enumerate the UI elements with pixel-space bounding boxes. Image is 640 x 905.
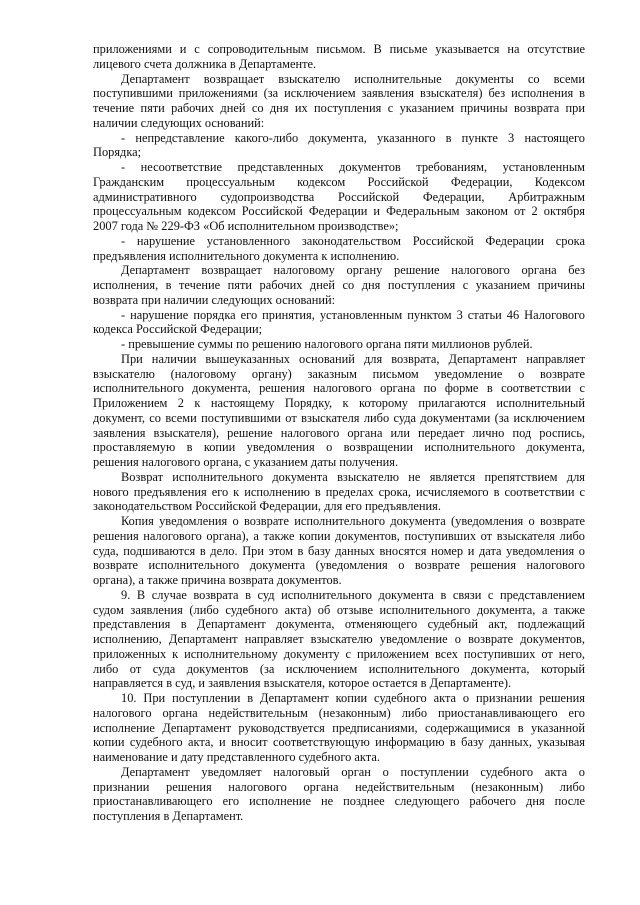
paragraph-line: исполнения, в течение пяти рабочих дней со дня поступления с указанием причины [93,278,585,292]
paragraph-line: - нарушение установленного законодательством Российской Федерации срока [121,233,585,248]
paragraph-line: поступившими приложениями (за исключением заявления взыскателя) без исполнения в [93,86,585,101]
paragraph-line: приложениями и с сопроводительным письмом. В письме указывается на отсутствие [93,42,585,56]
paragraph-line: взыскателю (налоговому органу) заказным письмом уведомление о возврате [93,366,585,381]
paragraph-line: возврате исполнительного документа (уведомления о возврате решения налогового [93,558,585,573]
paragraph-line: - несоответствие представленных документов требованиям, установленным [121,160,585,174]
paragraph-line: решения налогового органа, с указанием даты получения. [93,455,399,469]
paragraph-line: лицевого счета должника в Департаменте. [93,56,317,71]
paragraph [93,308,585,338]
paragraph-line: исполнение Департамент руководствуется предписаниями, содержащимися в указанной [93,720,585,735]
document-body [93,42,585,824]
paragraph-line: Департамент уведомляет налоговый орган о поступлении судебного акта о [121,764,585,779]
paragraph-line: процессуальным кодексом Российской Федерации и Федеральным законом от 2 октября [93,204,585,219]
paragraph-line: направляется в суд, и заявления взыскателя, которое остается в Департаменте). [93,676,512,691]
paragraph-line: Департамент возвращает налоговому органу решение налогового органа без [121,263,585,278]
paragraph [93,588,585,691]
paragraph-line: возврата при наличии следующих оснований: [93,292,336,307]
paragraph-line: поступления в Департамент. [93,809,244,823]
paragraph-line: административного судопроизводства Российской Федерации, Арбитражным [93,189,585,204]
paragraph-line: приложенных к исполнительному документу с приложением всех поступивших от него, [93,646,585,661]
paragraph [93,131,585,161]
paragraph-line: предъявления исполнительного документа к исполнению. [93,248,400,263]
paragraph [93,765,585,824]
paragraph [93,234,585,264]
paragraph [93,514,585,588]
paragraph-line: либо от суда документов (за исключением исполнительного документа, который [93,661,585,676]
paragraph-line: исполнительного документа, решения налогового органа по форме в соответствии с [93,381,585,396]
paragraph-line: документ, со всеми поступившими от взыскателя либо суда документами (за исключением [93,410,585,425]
paragraph-line: судом заявления (либо судебного акта) об отзыве исполнительного документа, а также [93,602,585,617]
paragraph-line: проставляемую в копии уведомления о возвращении исполнительного документа, [93,440,585,455]
paragraph-line: 2007 года № 229-ФЗ «Об исполнительном производстве»; [93,219,399,233]
paragraph-line: - превышение суммы по решению налогового органа пяти миллионов рублей. [121,337,533,351]
paragraph-line: суда, подшиваются в дело. При этом в базу данных вносятся номер и дата уведомления о [93,543,585,558]
paragraph-line: - непредставление какого-либо документа, указанного в пункте 3 настоящего [121,130,585,145]
paragraph-line: нового предъявления его к исполнению в пределах срока, исчисляемого в соответствии с [93,484,585,499]
paragraph-line: наличии следующих оснований: [93,115,265,130]
paragraph-line: Гражданским процессуальным кодексом Российской Федерации, Кодексом [93,174,585,189]
paragraph [93,352,585,470]
paragraph-line: При наличии вышеуказанных оснований для возврата, Департамент направляет [121,351,585,366]
paragraph-line: 9. В случае возврата в суд исполнительного документа в связи с представлением [121,587,585,602]
paragraph [93,42,585,72]
paragraph-line: Порядка; [93,145,142,160]
paragraph [93,337,585,352]
paragraph-line: Возврат исполнительного документа взыскателю не является препятствием для [121,469,585,484]
paragraph-line: исполнению, Департамент направляет взыскателю уведомление о возврате документов, [93,632,585,646]
paragraph-line: течение пяти рабочих дней со дня их поступления с указанием причины возврата при [93,101,585,115]
paragraph-line: органа), а также причина возврата документов. [93,573,342,587]
paragraph-line: решения налогового органа), а также копии документов, поступивших от взыскателя либо [93,528,585,543]
paragraph-line: налогового органа недействительным (незаконным) либо приостанавливающего его [93,705,585,720]
paragraph-line: 10. При поступлении в Департамент копии судебного акта о признании решения [121,691,585,705]
paragraph [93,72,585,131]
paragraph-line: признании решения налогового органа недействительным (незаконным) либо [93,779,585,794]
paragraph [93,470,585,514]
paragraph-line: кодекса Российской Федерации; [93,322,263,337]
paragraph-line: Департамент возвращает взыскателю исполнительные документы со всеми [121,71,585,86]
paragraph-line: Копия уведомления о возврате исполнительного документа (уведомления о возврате [121,514,585,528]
paragraph-line: Приложением 2 к настоящему Порядку, к которому прилагаются исполнительный [93,396,585,410]
paragraph [93,691,585,765]
paragraph-line: приостанавливающего его исполнение не позднее следующего рабочего дня после [93,794,585,809]
paragraph-line: законодательством Российской Федерации, для его предъявления. [93,499,441,514]
paragraph-line: копии судебного акта, и вносит соответствующую информацию в базу данных, указывая [93,735,585,750]
paragraph-line: наименование и дату представленного судебного акта. [93,750,380,764]
paragraph-line: заявления взыскателя), решение налогового органа или передает лично под роспись, [93,425,585,440]
paragraph-line: - нарушение порядка его принятия, установленным пунктом 3 статьи 46 Налогового [121,307,585,322]
paragraph [93,160,585,234]
paragraph-line: представления в Департамент документа, отменяющего судебный акт, подлежащий [93,617,585,632]
paragraph [93,263,585,307]
